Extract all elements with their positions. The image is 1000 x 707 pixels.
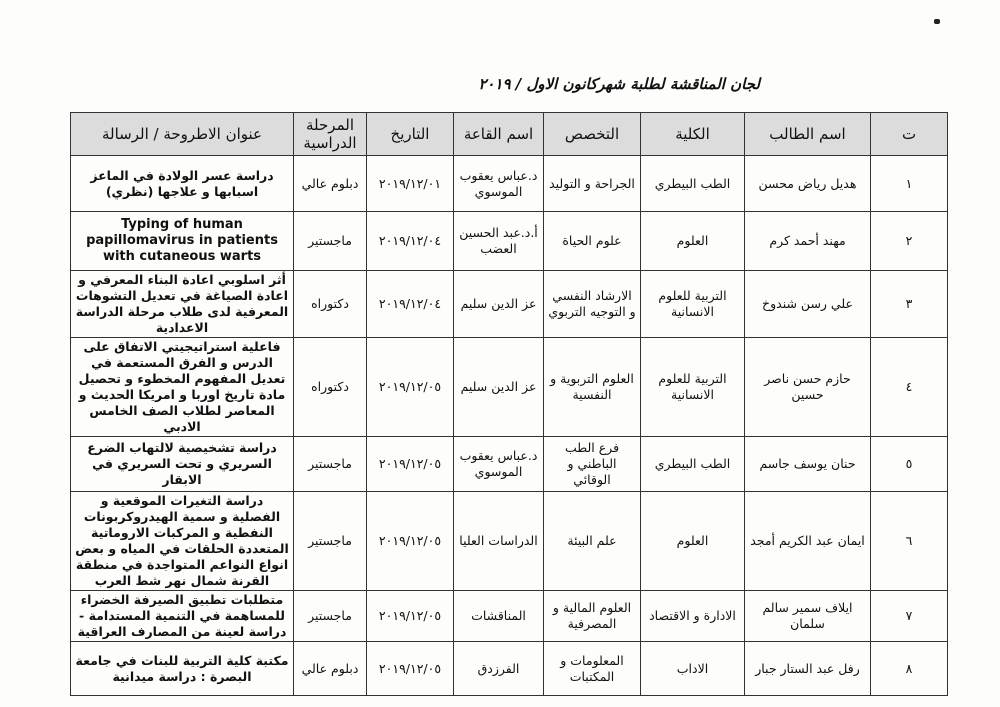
header-row <box>71 113 948 156</box>
cell-index: ٤ <box>871 338 948 437</box>
cell-college: الطب البيطري <box>641 156 745 212</box>
cell-date: ٢٠١٩/١٢/٠٥ <box>367 492 454 591</box>
cell-specialization: فرع الطب الباطني و الوقائي <box>544 437 641 492</box>
cell-thesis: متطلبات تطبيق الصيرفة الخضراء للمساهمة في التنمية المستدامة - دراسة لعينة من المصارف العراقية <box>71 591 294 642</box>
cell-date: ٢٠١٩/١٢/٠٥ <box>367 642 454 696</box>
cell-thesis: دراسة عسر الولادة في الماعز اسبابها و علاجها (نظري) <box>71 156 294 212</box>
cell-hall: الفرزدق <box>454 642 544 696</box>
header-stage: المرحلة الدراسية <box>294 113 367 156</box>
header-college: الكلية <box>641 113 745 156</box>
header-student: اسم الطالب <box>745 113 871 156</box>
cell-stage: دبلوم عالي <box>294 156 367 212</box>
cell-index: ٣ <box>871 271 948 338</box>
cell-student: مهند أحمد كرم <box>745 212 871 271</box>
cell-college: التربية للعلوم الانسانية <box>641 338 745 437</box>
cell-specialization: العلوم المالية و المصرفية <box>544 591 641 642</box>
cell-hall: المناقشات <box>454 591 544 642</box>
cell-student: هديل رياض محسن <box>745 156 871 212</box>
cell-date: ٢٠١٩/١٢/٠١ <box>367 156 454 212</box>
cell-thesis: Typing of human papillomavirus in patients with cutaneous warts <box>71 212 294 271</box>
cell-college: التربية للعلوم الانسانية <box>641 271 745 338</box>
cell-date: ٢٠١٩/١٢/٠٤ <box>367 271 454 338</box>
cell-college: الطب البيطري <box>641 437 745 492</box>
cell-index: ٦ <box>871 492 948 591</box>
header-hall: اسم القاعة <box>454 113 544 156</box>
cell-index: ٢ <box>871 212 948 271</box>
cell-thesis: فاعلية استراتيجيتي الاتفاق على الدرس و الفرق المستعمة في تعديل المفهوم المخطوء و تحصيل مادة تاريخ اوربا و امريكا الحديث و المعاصر لطلاب الصف الخامس الادبي <box>71 338 294 437</box>
cell-index: ٨ <box>871 642 948 696</box>
committee-table <box>70 112 948 696</box>
cell-index: ٥ <box>871 437 948 492</box>
cell-student: حنان يوسف جاسم <box>745 437 871 492</box>
cell-thesis: دراسة التغيرات الموقعية و الفصلية و سمية الهيدروكربونات النفطية و المركبات الاروماتية المتعددة الحلقات في المياه و بعض انواع النواعم المتواجدة في منطقة القرنة شمال نهر شط العرب <box>71 492 294 591</box>
cell-specialization: الجراحة و التوليد <box>544 156 641 212</box>
cell-date: ٢٠١٩/١٢/٠٥ <box>367 338 454 437</box>
cell-hall: أ.د.عبد الحسين العضب <box>454 212 544 271</box>
cell-stage: دكتوراه <box>294 338 367 437</box>
cell-student: ايمان عبد الكريم أمجد <box>745 492 871 591</box>
table-row <box>71 212 948 271</box>
cell-stage: ماجستير <box>294 492 367 591</box>
cell-thesis: مكتبة كلية التربية للبنات في جامعة البصرة : دراسة ميدانية <box>71 642 294 696</box>
cell-stage: دبلوم عالي <box>294 642 367 696</box>
cell-date: ٢٠١٩/١٢/٠٥ <box>367 591 454 642</box>
cell-stage: دكتوراه <box>294 271 367 338</box>
cell-student: رفل عبد الستار جبار <box>745 642 871 696</box>
page-title: لجان المناقشة لطلبة شهركانون الاول / ٢٠١٩ <box>478 75 760 93</box>
table-row <box>71 492 948 591</box>
cell-college: الادارة و الاقتصاد <box>641 591 745 642</box>
cell-index: ١ <box>871 156 948 212</box>
cell-college: العلوم <box>641 212 745 271</box>
cell-student: حازم حسن ناصر حسين <box>745 338 871 437</box>
table-row <box>71 271 948 338</box>
header-index: ت <box>871 113 948 156</box>
table-row <box>71 156 948 212</box>
cell-specialization: علوم الحياة <box>544 212 641 271</box>
cell-specialization: علم البيئة <box>544 492 641 591</box>
table-row <box>71 591 948 642</box>
cell-thesis: أثر اسلوبي اعادة البناء المعرفي و اعادة الصياغة في تعديل التشوهات المعرفية لدى طلاب مرحلة الدراسة الاعدادية <box>71 271 294 338</box>
cell-hall: عز الدين سليم <box>454 271 544 338</box>
scan-dot <box>934 19 940 24</box>
cell-specialization: المعلومات و المكتبات <box>544 642 641 696</box>
header-thesis: عنوان الاطروحة / الرسالة <box>71 113 294 156</box>
cell-hall: د.عباس يعقوب الموسوي <box>454 156 544 212</box>
cell-hall: د.عباس يعقوب الموسوي <box>454 437 544 492</box>
cell-date: ٢٠١٩/١٢/٠٥ <box>367 437 454 492</box>
cell-stage: ماجستير <box>294 591 367 642</box>
cell-student: علي رسن شندوخ <box>745 271 871 338</box>
cell-specialization: العلوم التربوية و النفسية <box>544 338 641 437</box>
cell-student: ايلاف سمير سالم سلمان <box>745 591 871 642</box>
cell-stage: ماجستير <box>294 437 367 492</box>
header-specialization: التخصص <box>544 113 641 156</box>
cell-index: ٧ <box>871 591 948 642</box>
table-row <box>71 437 948 492</box>
cell-college: الاداب <box>641 642 745 696</box>
cell-stage: ماجستير <box>294 212 367 271</box>
cell-date: ٢٠١٩/١٢/٠٤ <box>367 212 454 271</box>
cell-hall: الدراسات العليا <box>454 492 544 591</box>
header-date: التاريخ <box>367 113 454 156</box>
table-row <box>71 338 948 437</box>
cell-college: العلوم <box>641 492 745 591</box>
cell-hall: عز الدين سليم <box>454 338 544 437</box>
cell-thesis: دراسة تشخيصية لالتهاب الضرع السريري و تحت السريري في الابقار <box>71 437 294 492</box>
cell-specialization: الارشاد النفسي و التوجيه التربوي <box>544 271 641 338</box>
table-row <box>71 642 948 696</box>
